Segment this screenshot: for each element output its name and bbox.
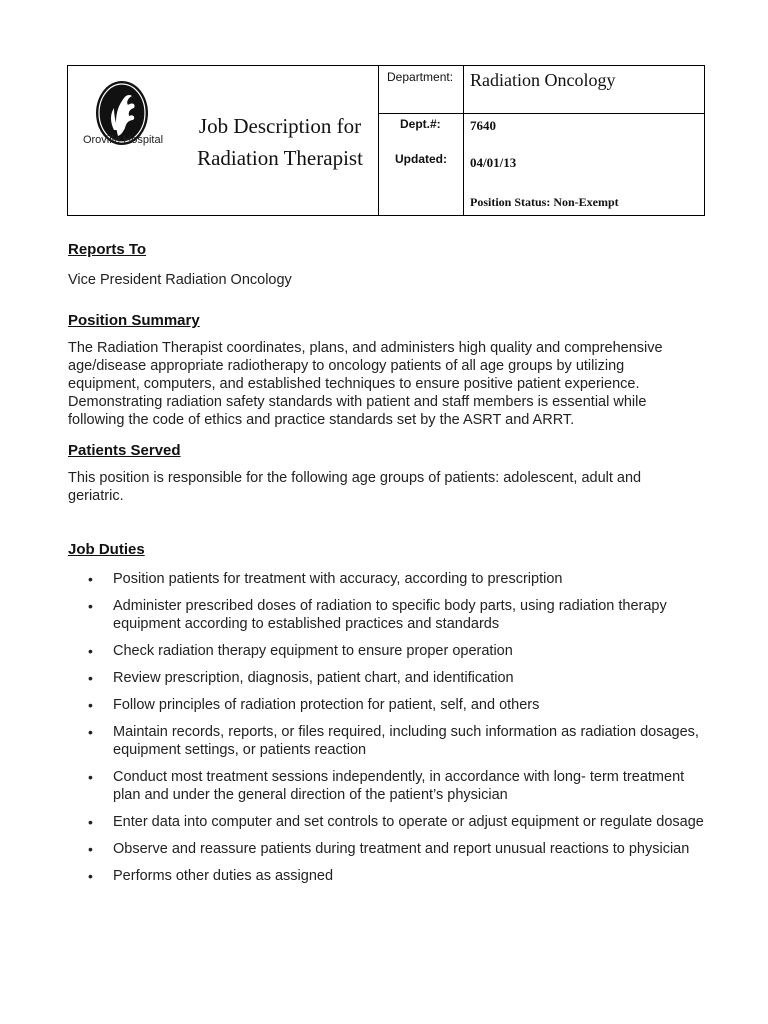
header-table	[67, 65, 705, 216]
patients-served-text: This position is responsible for the following age groups of patients: adolescent, adult and geriatric.	[68, 470, 642, 504]
list-item	[68, 696, 708, 714]
list-item	[68, 768, 708, 804]
bullet: •	[88, 670, 93, 686]
bullet: •	[88, 814, 93, 830]
department-value: Radiation Oncology	[470, 70, 616, 90]
position-summary-text: The Radiation Therapist coordinates, plans, and administers high quality and comprehensive age/disease appropriate radiotherapy to oncology patients of all age groups by utilizing equipment, computers, and established techniques to ensure positive patient experience. Demonstrating radiation safety standards with patient and staff members is essential while following the code of ethics and practice standards set by the ASRT and ARRT.	[68, 340, 663, 428]
duty-text: Review prescription, diagnosis, patient chart, and identification	[113, 670, 514, 686]
updated-label: Updated:	[395, 152, 447, 166]
divider	[463, 66, 464, 215]
duty-text: Check radiation therapy equipment to ensure proper operation	[113, 643, 513, 659]
duty-text: Performs other duties as assigned	[113, 868, 334, 884]
list-item	[68, 669, 708, 687]
updated-value: 04/01/13	[470, 155, 517, 170]
job-duties-heading: Job Duties	[68, 541, 145, 558]
duty-text: Observe and reassure patients during treatment and report unusual reactions to physician	[113, 841, 690, 857]
duty-text: Position patients for treatment with accuracy, according to prescription	[113, 571, 563, 587]
bullet: •	[88, 697, 93, 713]
bullet: •	[88, 643, 93, 659]
page-title	[180, 110, 380, 174]
duty-text: Maintain records, reports, or files required, including such information as radiation dosages, equipment settings, or patients reaction	[113, 724, 699, 758]
list-item	[68, 813, 708, 831]
job-duties-list	[68, 570, 708, 894]
list-item	[68, 597, 708, 633]
patients-served-heading: Patients Served	[68, 442, 181, 459]
duty-text: Conduct most treatment sessions independently, in accordance with long- term treatment plan and under the general direction of the patient’s physician	[113, 769, 685, 803]
duty-text: Enter data into computer and set controls to operate or adjust equipment or regulate dosage	[113, 814, 704, 830]
list-item	[68, 570, 708, 588]
list-item	[68, 840, 708, 858]
reports-to-heading: Reports To	[68, 241, 147, 258]
bullet: •	[88, 598, 93, 614]
position-status: Position Status: Non-Exempt	[470, 195, 619, 209]
department-label: Department:	[387, 70, 454, 84]
logo-text: Oroville Hospital	[82, 134, 164, 146]
title-line-1: Job Description for	[198, 114, 362, 138]
bullet: •	[88, 571, 93, 587]
title-line-2: Radiation Therapist	[197, 146, 363, 170]
divider	[378, 113, 704, 114]
bullet: •	[88, 841, 93, 857]
duty-text: Administer prescribed doses of radiation to specific body parts, using radiation therapy equipment according to established practices and standards	[113, 598, 667, 632]
bullet: •	[88, 868, 93, 884]
position-summary-heading: Position Summary	[68, 312, 200, 329]
dept-num-label: Dept.#:	[400, 117, 441, 131]
bullet: •	[88, 724, 93, 740]
reports-to-text: Vice President Radiation Oncology	[68, 272, 292, 288]
bullet: •	[88, 769, 93, 785]
duty-text: Follow principles of radiation protection for patient, self, and others	[113, 697, 540, 713]
list-item	[68, 867, 708, 885]
list-item	[68, 642, 708, 660]
list-item	[68, 723, 708, 759]
dept-num-value: 7640	[470, 118, 496, 133]
